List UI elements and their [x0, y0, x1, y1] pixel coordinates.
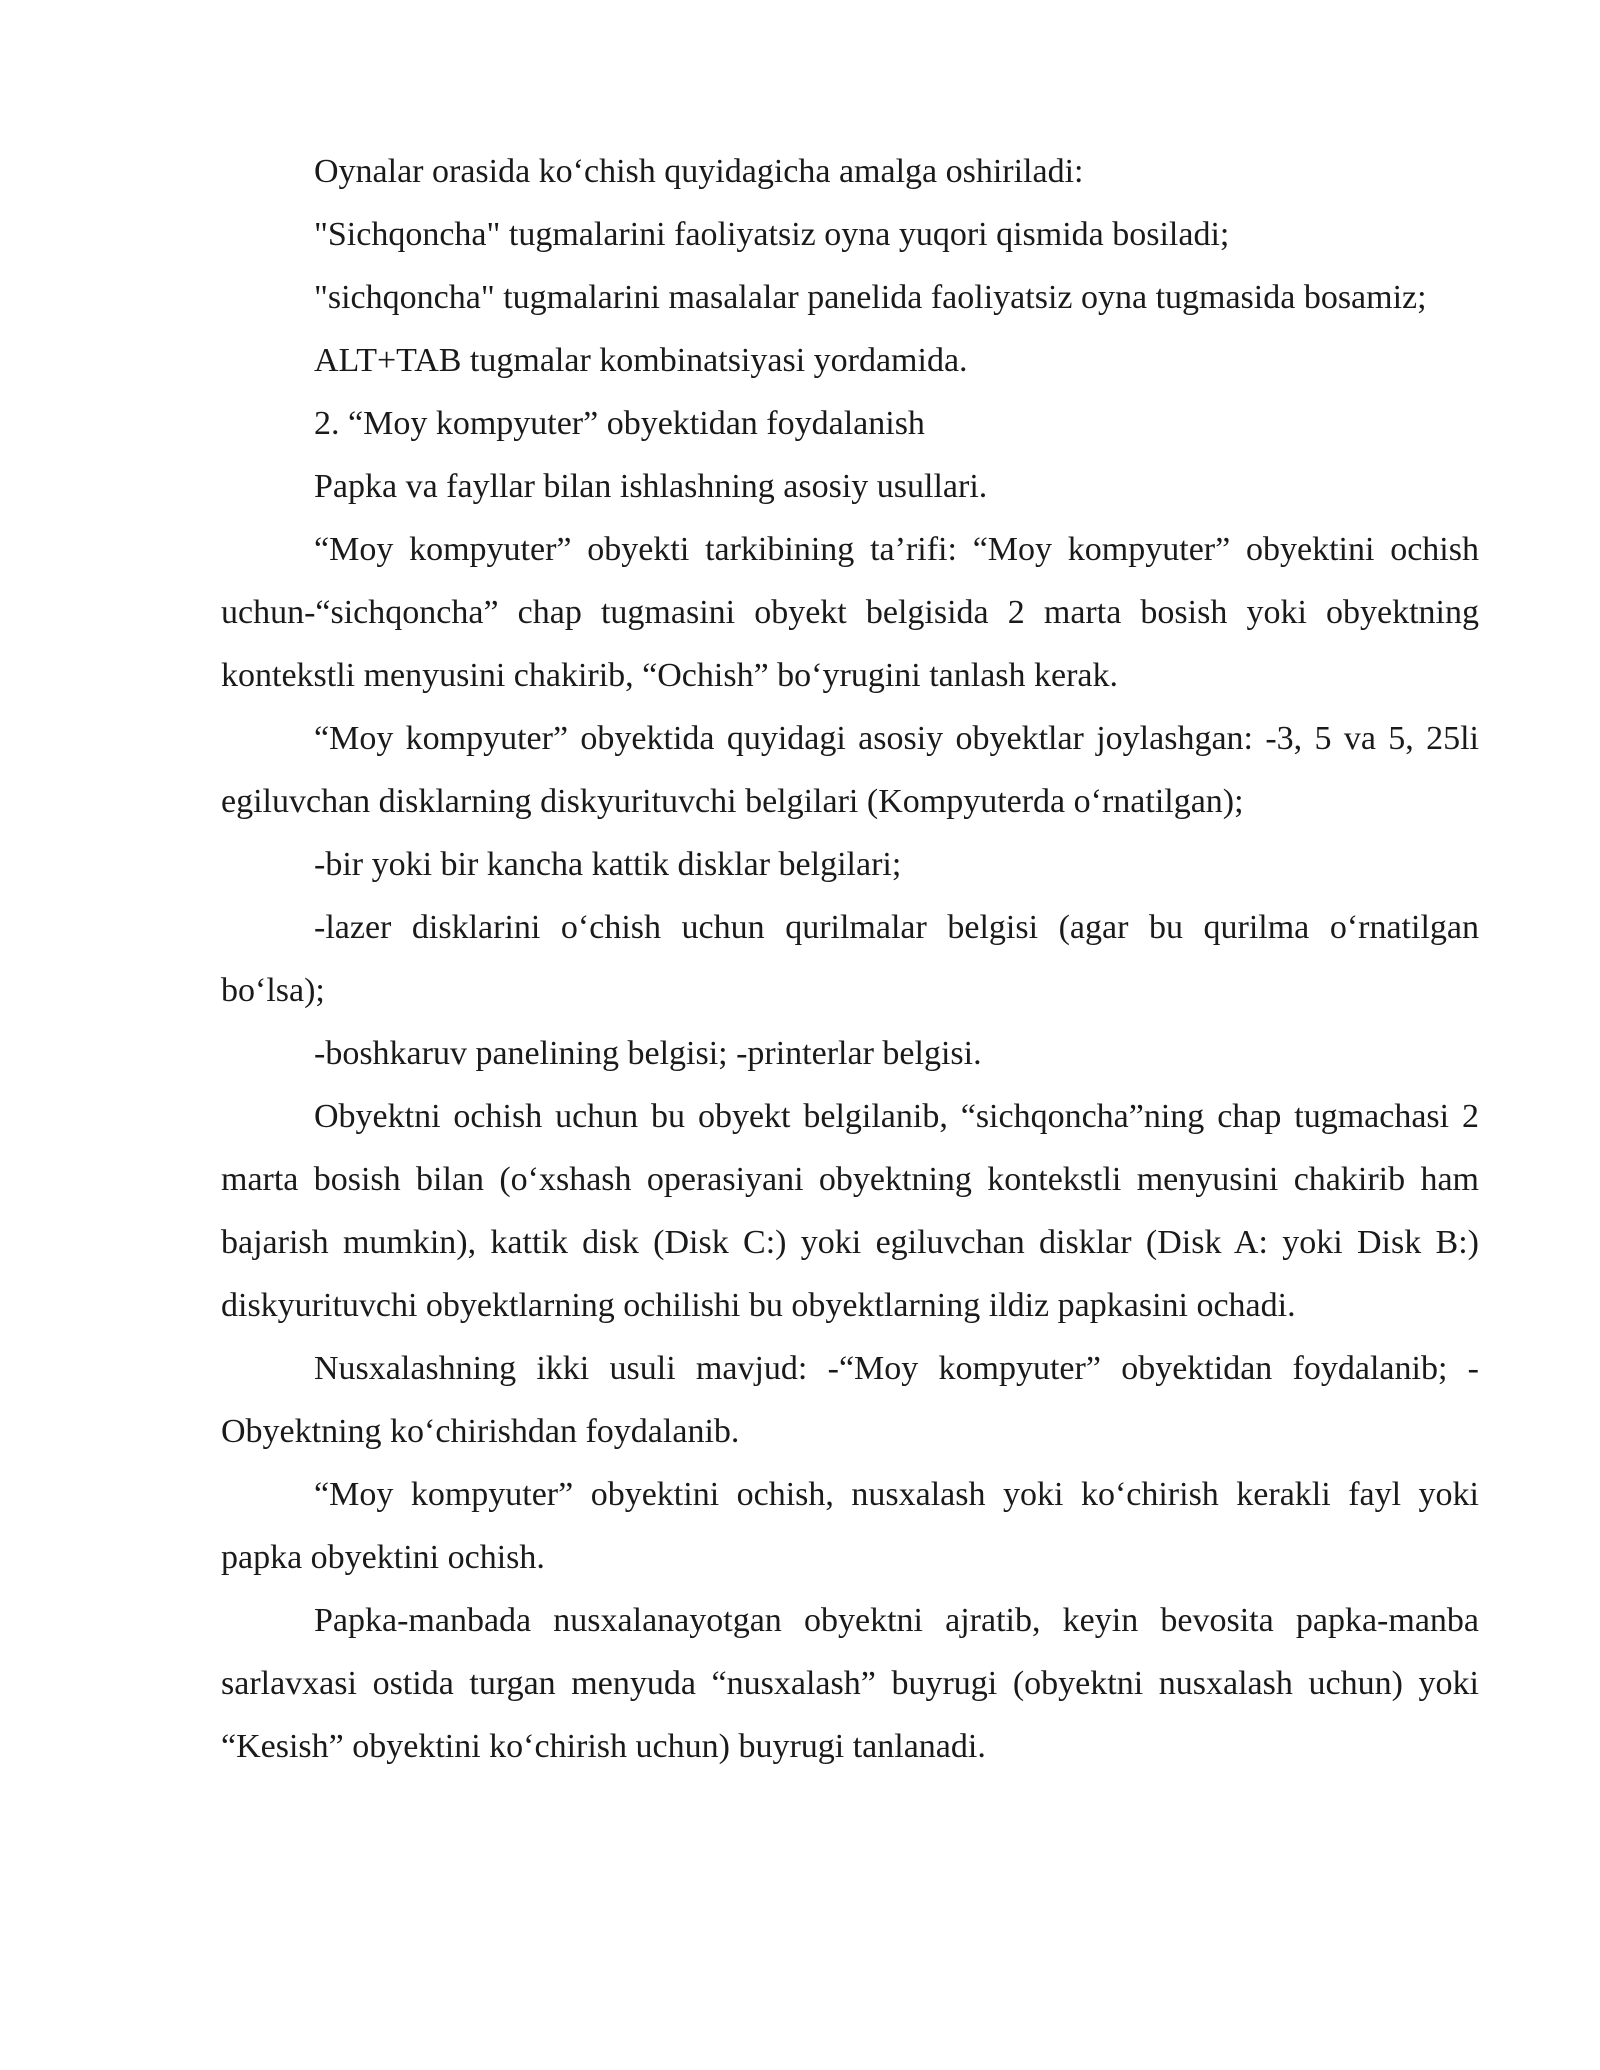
- paragraph-hard-disks: -bir yoki bir kancha kattik disklar belgilari;: [314, 846, 902, 883]
- paragraph-my-computer-objects: “Moy kompyuter” obyektida quyidagi asosiy obyektlar joylashgan: -3, 5 va 5, 25li egiluvchan disklarning diskyurituvchi belgilari (Kompyuterda oʻrnatilgan);: [221, 720, 1479, 820]
- paragraph-copy-cut-menu: Papka-manbada nusxalanayotgan obyektni ajratib, keyin bevosita papka-manba sarlavxasi ostida turgan menyuda “nusxalash” buyrugi (obyektni nusxalash uchun) yoki “Kesish” obyektini koʻchirish uchun) buyrugi tanlanadi.: [221, 1602, 1479, 1765]
- paragraph-laser-disks: -lazer disklarini oʻchish uchun qurilmalar belgisi (agar bu qurilma oʻrnatilgan boʻlsa);: [221, 909, 1479, 1009]
- paragraph-windows-switching-intro: Oynalar orasida koʻchish quyidagicha amalga oshiriladi:: [314, 153, 1084, 190]
- paragraph-alt-tab: ALT+TAB tugmalar kombinatsiyasi yordamida.: [314, 342, 968, 379]
- document-page: [221, 140, 1479, 1778]
- paragraph-mouse-taskbar: "sichqoncha" tugmalarini masalalar panelida faoliyatsiz oyna tugmasida bosamiz;: [314, 279, 1427, 316]
- section-heading-my-computer: 2. “Moy kompyuter” obyektidan foydalanish: [314, 405, 925, 442]
- paragraph-opening-objects: Obyektni ochish uchun bu obyekt belgilanib, “sichqoncha”ning chap tugmachasi 2 marta bosish bilan (oʻxshash operasiyani obyektning kontekstli menyusini chakirib ham bajarish mumkin), kattik disk (Disk C:) yoki egiluvchan disklar (Disk A: yoki Disk B:) diskyurituvchi obyektlarning ochilishi bu obyektlarning ildiz papkasini ochadi.: [221, 1098, 1479, 1324]
- paragraph-my-computer-description: “Moy kompyuter” obyekti tarkibining ta’rifi: “Moy kompyuter” obyektini ochish uchun-“sichqoncha” chap tugmasini obyekt belgisida 2 marta bosish yoki obyektning kontekstli menyusini chakirib, “Ochish” boʻyrugini tanlash kerak.: [221, 531, 1479, 694]
- paragraph-control-panel-printers: -boshkaruv panelining belgisi; -printerlar belgisi.: [314, 1035, 982, 1072]
- paragraph-open-my-computer: “Moy kompyuter” obyektini ochish, nusxalash yoki koʻchirish kerakli fayl yoki papka obyektini ochish.: [221, 1476, 1479, 1576]
- paragraph-folders-files-methods: Papka va fayllar bilan ishlashning asosiy usullari.: [314, 468, 988, 505]
- paragraph-mouse-title-bar: "Sichqoncha" tugmalarini faoliyatsiz oyna yuqori qismida bosiladi;: [314, 216, 1230, 253]
- paragraph-copy-methods: Nusxalashning ikki usuli mavjud: -“Moy kompyuter” obyektidan foydalanib; -Obyektning koʻchirishdan foydalanib.: [221, 1350, 1479, 1450]
